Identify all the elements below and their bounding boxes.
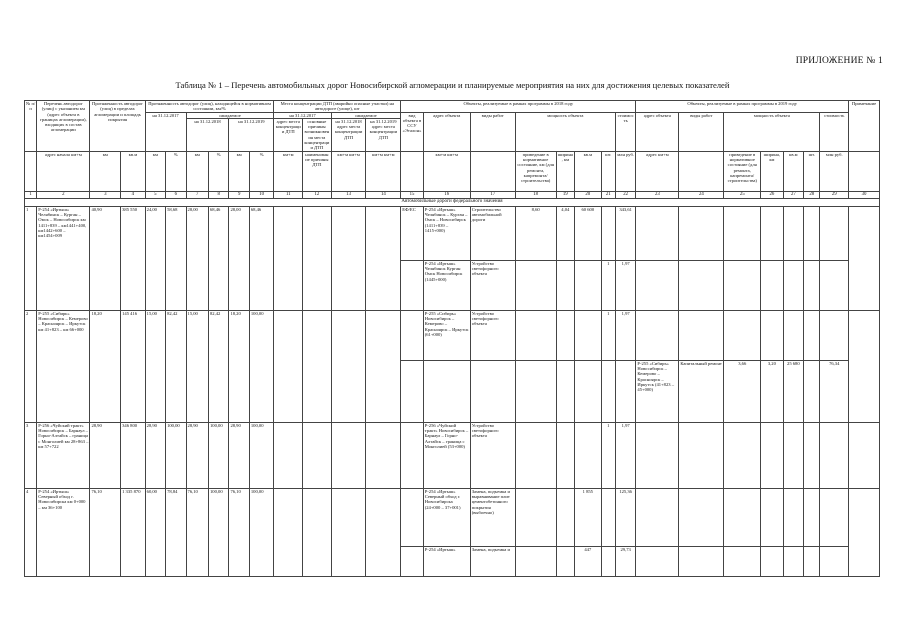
hdr-power19: мощность объекта: [724, 112, 820, 151]
hdr-norm: Протяженность автодорог (улиц), находящейся в нормативном состоянии, км/%: [145, 101, 274, 113]
cell-area: 346 800: [121, 422, 146, 488]
hdr-n2018: на 31.12.2018: [186, 118, 229, 151]
cell-len: 28,90: [90, 422, 121, 488]
cell-road: Р-254 «Иртыш» Северный обход г. Новосибирска км 0+000 – км 36+100: [37, 488, 90, 576]
unit: %: [166, 151, 186, 191]
cell-km: 8,60: [515, 206, 556, 260]
cell-works: Замена, подъемка и выравнивание плит цементобетонного покрытия (выбоечно): [470, 488, 515, 546]
cell-n18km: 15,00: [186, 310, 208, 422]
hdr-road-list: Перечень автодорог (улиц) с указанием км (адрес объекта в границах агломерации), входящих в состав агломерации: [37, 101, 90, 152]
unit: шт.: [601, 151, 615, 191]
cell-n19pct: 100,00: [249, 422, 274, 488]
cell-road: Р-255 «Сибирь» Новосибирск – Кемерово – Красноярск – Иркутск км 41+823 – км 66+000: [37, 310, 90, 422]
unit: млн руб.: [820, 151, 849, 191]
cell-cost: 125,36: [615, 488, 636, 546]
column-number: 6: [166, 191, 186, 198]
table-row: [25, 310, 880, 360]
hdr-length: Протяженность автодорог (улиц) в пределах агломерации и площадь покрытия: [90, 101, 145, 152]
cell-num: 3: [25, 422, 37, 488]
column-number: 3: [90, 191, 121, 198]
cell-num: 1: [25, 206, 37, 310]
column-number: 11: [274, 191, 303, 198]
unit: %: [209, 151, 229, 191]
hdr-dtp-addr: адрес места концентрации ДТП: [274, 118, 303, 151]
column-number: 5: [145, 191, 165, 198]
unit: ширина, км: [556, 151, 574, 191]
column-number: 26: [761, 191, 783, 198]
hdr-dtp-plan: ожидаемое: [331, 112, 401, 118]
hdr-works: виды работ: [470, 112, 515, 151]
cell-n19km: 18,20: [229, 310, 249, 422]
cell-num: 2: [25, 310, 37, 422]
roads-table: [24, 100, 880, 577]
cell-pcs: 1: [601, 422, 615, 488]
cell-n17km: 15,00: [145, 310, 165, 422]
document-title: Таблица № 1 – Перечень автомобильных дорог Новосибирской агломерации и планируемые мероприятия на них для достижения целевых показателей: [175, 80, 730, 90]
column-number: 1: [25, 191, 37, 198]
hdr-note: Примечание: [849, 101, 880, 152]
cell-area: 145 416: [121, 310, 146, 422]
cell-n17km: 60,00: [145, 488, 165, 576]
hdr-cost19: стоимость: [820, 112, 849, 151]
table-row: [25, 422, 880, 488]
column-number: 13: [331, 191, 366, 198]
cell-n17km: 28,90: [145, 422, 165, 488]
hdr-num: № п/п: [25, 101, 37, 152]
unit: адрес км+м: [636, 151, 679, 191]
appendix-label: ПРИЛОЖЕНИЕ № 1: [795, 56, 883, 66]
cell-n19km: 76,10: [229, 488, 249, 576]
cell-objtype: ЕФ/ЕС: [401, 206, 423, 260]
column-number: 22: [615, 191, 636, 198]
column-number: 8: [209, 191, 229, 198]
cell-cost: 29,73: [615, 546, 636, 576]
unit: км+м км+м: [366, 151, 401, 191]
cell-n19pct: 100,00: [249, 310, 274, 422]
unit: приведение в нормативное состояние, км (для ремонта, капремонта/строительства): [515, 151, 556, 191]
unit: кв.м: [783, 151, 803, 191]
cell-len: 76,10: [90, 488, 121, 576]
cell-n18pct: 100,00: [209, 422, 229, 488]
hdr-dtp: Места концентрации ДТП (аварийно опасные участки) на автодороге (улице), шт: [274, 101, 401, 113]
cell-pcs: [601, 206, 615, 260]
cell-works: Устройство светофорного объекта: [470, 310, 515, 360]
column-number: 30: [849, 191, 880, 198]
hdr-norm-plan: ожидаемое: [186, 112, 274, 118]
cell-n18km: 28,00: [186, 206, 208, 310]
cell-works: Строительство автомобильной дороги: [470, 206, 515, 260]
cell-cost: 1,97: [615, 422, 636, 488]
hdr-obj2018: Объекты, реализуемые в рамках программы в 2018 году: [401, 101, 636, 113]
unit: наименование причины ДТП: [303, 151, 332, 191]
section-label: Автомобильные дороги федерального значения: [25, 198, 880, 206]
cell-area: 1 335 870: [121, 488, 146, 576]
header-row-1: [25, 101, 880, 113]
hdr-power: мощность объекта: [515, 112, 615, 151]
cell-width: 4,04: [556, 206, 574, 260]
cell-addr: Р-254 «Иртыш» Челябинск Курган Омск Новосибирск (1445+000): [423, 260, 470, 310]
cell-km19: 3,66: [724, 360, 761, 422]
header-row-2: [25, 112, 880, 118]
hdr-addr19: адрес объекта: [636, 112, 679, 151]
hdr-cost: стоимость: [615, 112, 636, 151]
cell-n17pct: 100,00: [166, 422, 186, 488]
column-number: 29: [820, 191, 849, 198]
hdr-n2019: на 31.12.2019: [229, 118, 274, 151]
unit: адрес начала км+м: [37, 151, 90, 191]
cell-works: Устройство светофорного объекта: [470, 260, 515, 310]
unit: ширина, км: [761, 151, 783, 191]
hdr-dtp-2019: на 31.12.2019 адрес места концентрации ДТП: [366, 118, 401, 151]
column-number: 19: [556, 191, 574, 198]
cell-addr: Р-254 «Иртыш»: [423, 546, 470, 576]
cell-sqm: 447: [575, 546, 602, 576]
unit: кв.м: [121, 151, 146, 191]
column-number: 25: [724, 191, 761, 198]
cell-addr: Р-256 «Чуйский тракт» Новосибирск – Барнаул – Горно-Алтайск – граница с Монголией (53+000): [423, 422, 470, 488]
column-number: 2: [37, 191, 90, 198]
column-number: 23: [636, 191, 679, 198]
hdr-norm-2017: на 31.12.2017: [145, 112, 186, 151]
unit: млн руб.: [615, 151, 636, 191]
cell-road: Р-254 «Иртыш» Челябинск – Курган – Омск – Новосибирск км 1411+839 – км1441+400, км1442+600 – км1454+009: [37, 206, 90, 310]
cell-works: Замена, подъемка и: [470, 546, 515, 576]
cell-width19: 3,20: [761, 360, 783, 422]
column-number: 10: [249, 191, 274, 198]
column-number: 14: [366, 191, 401, 198]
unit: км+м км+м: [331, 151, 366, 191]
column-number: 20: [575, 191, 602, 198]
hdr-works19: виды работ: [679, 112, 724, 151]
cell-n18pct: 82,42: [209, 310, 229, 422]
unit: приведение в нормативное состояние (для ремонта, капремонта/строительства): [724, 151, 761, 191]
cell-n19km: 28,90: [229, 422, 249, 488]
table-container: [24, 100, 880, 636]
column-number: 4: [121, 191, 146, 198]
cell-len: 18,20: [90, 310, 121, 422]
cell-sqm: 1 855: [575, 488, 602, 546]
unit: км+м км+м: [423, 151, 470, 191]
column-number: 27: [783, 191, 803, 198]
table-row: [25, 488, 880, 546]
cell-n17pct: 78,84: [166, 488, 186, 576]
cell-len: 40,90: [90, 206, 121, 310]
cell-addr: Р-255 «Сибирь» Новосибирск – Кемерово – Красноярск – Иркутск (61+000): [423, 310, 470, 360]
cell-addr: Р-254 «Иртыш» Северный обход г. Новосибирска (24+000 – 37+001): [423, 488, 470, 546]
unit: км: [90, 151, 121, 191]
unit: кв.м: [575, 151, 602, 191]
unit: %: [249, 151, 274, 191]
cell-pcs: 1: [601, 310, 615, 360]
column-number: 12: [303, 191, 332, 198]
cell-n18km: 28,90: [186, 422, 208, 488]
column-numbers-row: [25, 191, 880, 198]
column-number: 7: [186, 191, 208, 198]
hdr-obj-type: вид объекта в ССУ «Эталон»: [401, 112, 423, 151]
unit: км: [186, 151, 208, 191]
cell-n17pct: 82,42: [166, 310, 186, 422]
hdr-obj2019: Объекты, реализуемые в рамках программы в 2019 году: [636, 101, 849, 113]
unit: км: [145, 151, 165, 191]
hdr-addr: адрес объекта: [423, 112, 470, 151]
column-number: 21: [601, 191, 615, 198]
cell-n19pct: 68,46: [249, 206, 274, 310]
cell-cost: 1,97: [615, 260, 636, 310]
cell-addr: Р-254 «Иртыш» Челябинск – Курган – Омск – Новосибирск (1411+839 – 1415+000): [423, 206, 470, 260]
cell-num: 4: [25, 488, 37, 576]
cell-sqm: 60 600: [575, 206, 602, 260]
cell-pcs: 1: [601, 260, 615, 310]
cell-cost: 343,61: [615, 206, 636, 260]
units-row: [25, 151, 880, 191]
cell-n17km: 24,00: [145, 206, 165, 310]
column-number: 16: [423, 191, 470, 198]
unit: шт.: [804, 151, 820, 191]
column-number: 24: [679, 191, 724, 198]
cell-cost19: 76,34: [820, 360, 849, 422]
column-number: 28: [804, 191, 820, 198]
cell-n18km: 76,10: [186, 488, 208, 576]
cell-addr19: Р-255 «Сибирь» Новосибирск – Кемерово – Красноярск – Иркутск (41+823 – 45+000): [636, 360, 679, 422]
unit: км+м: [274, 151, 303, 191]
column-number: 15: [401, 191, 423, 198]
cell-n18pct: 100,00: [209, 488, 229, 576]
cell-sqm19: 25 680: [783, 360, 803, 422]
cell-area: 385 550: [121, 206, 146, 310]
column-number: 9: [229, 191, 249, 198]
cell-n19pct: 100,00: [249, 488, 274, 576]
cell-cost: 1,97: [615, 310, 636, 360]
hdr-dtp-reason: основные причины возникновения места концентрации ДТП: [304, 118, 330, 151]
cell-n18pct: 68,46: [209, 206, 229, 310]
table-row: [25, 206, 880, 260]
unit: км: [229, 151, 249, 191]
cell-n17pct: 58,68: [166, 206, 186, 310]
hdr-dtp-2018: на 31.12.2018 адрес места концентрации ДТП: [331, 118, 366, 151]
cell-works19: Капитальный ремонт: [679, 360, 724, 422]
cell-works: Устройство светофорного объекта: [470, 422, 515, 488]
section-row: [25, 198, 880, 206]
hdr-dtp-2017: на 31.12.2017: [274, 112, 331, 118]
cell-n19km: 28,00: [229, 206, 249, 310]
column-number: 18: [515, 191, 556, 198]
column-number: 17: [470, 191, 515, 198]
cell-road: Р-256 «Чуйский тракт» Новосибирск – Барнаул – Горно-Алтайск – граница с Монголией км 28+863 – км 57+722: [37, 422, 90, 488]
